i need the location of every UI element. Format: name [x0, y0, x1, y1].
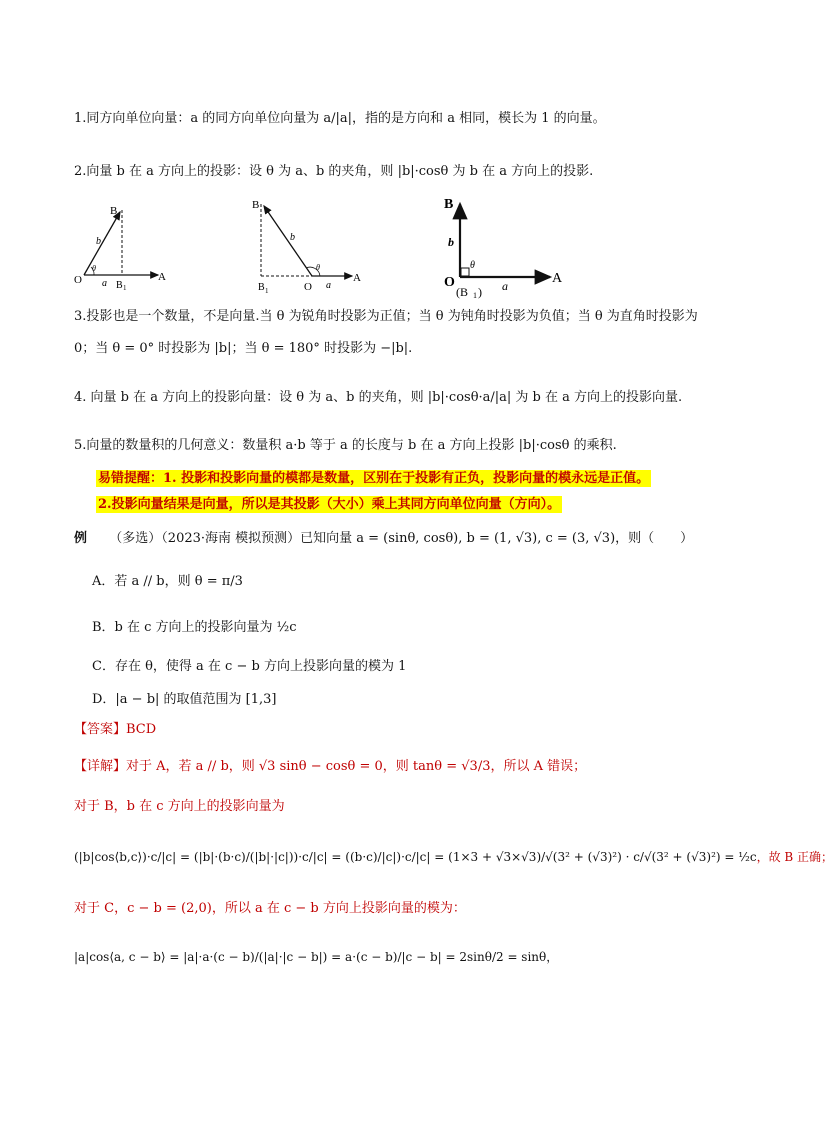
svg-text:1: 1	[123, 284, 127, 292]
fig2-label-B1: B	[258, 282, 265, 293]
detail-b-formula-text: (|b|cos⟨b,c⟩)·c/|c| = (|b|·(b·c)/(|b|·|c|))·c/|c| = ((b·c)/|c|)·c/|c| = (1×3 + √3×√3)/√(3² + (√3)²) · c/√(3² + (√3)²) = ½c	[74, 850, 757, 864]
warning-note-1	[96, 470, 651, 488]
fig2-label-O: O	[304, 281, 312, 293]
fig2-label-theta: θ	[316, 263, 320, 272]
option-d	[92, 688, 277, 707]
option-d-text: D．|a − b| 的取值范围为 [1,3]	[92, 692, 277, 707]
fig1-label-b: b	[96, 236, 101, 247]
fig3-label-O: O	[444, 275, 455, 290]
definition-projection-vector-text: 4. 向量 b 在 a 方向上的投影向量：设 θ 为 a、b 的夹角，则 |b|·cosθ·a/|a| 为 b 在 a 方向上的投影向量.	[74, 390, 683, 405]
detail-b-intro	[74, 798, 285, 816]
definition-projection-text: 2.向量 b 在 a 方向上的投影：设 θ 为 a、b 的夹角，则 |b|·cosθ 为 b 在 a 方向上的投影.	[74, 164, 594, 179]
definition-unit-vector	[74, 110, 606, 128]
detail-c-formula	[74, 948, 558, 966]
fig2-label-B: B	[252, 199, 260, 211]
detail-c-intro	[74, 900, 466, 918]
detail-c-intro-text: 对于 C，c − b = (2,0)，所以 a 在 c − b 方向上投影向量的模为：	[74, 901, 466, 916]
fig1-label-a: a	[102, 278, 107, 289]
fig1-label-O: O	[74, 274, 82, 286]
fig3-label-A: A	[552, 271, 563, 286]
example-text: （多选）（2023·海南 模拟预测）已知向量 a = (sinθ, cosθ), b = (1, √3), c = (3, √3)，则（ ）	[109, 531, 694, 546]
figure-acute-angle	[72, 200, 172, 292]
detail-tag: 【详解】	[74, 759, 127, 774]
fig3-label-theta: θ	[470, 260, 475, 271]
projection-special-cases-text: 0；当 θ = 0° 时投影为 |b|；当 θ = 180° 时投影为 −|b|.	[74, 341, 413, 356]
option-a-text: A．若 a // b，则 θ = π/3	[92, 574, 243, 589]
definition-unit-vector-text: 1.同方向单位向量：a 的同方向单位向量为 a/|a|，指的是方向和 a 相同，模长为 1 的向量。	[74, 111, 606, 126]
answer-value: BCD	[126, 722, 157, 737]
fig1-label-B1: B	[116, 280, 123, 291]
example-question	[74, 530, 693, 548]
projection-sign-rule	[74, 308, 698, 326]
detail-a	[74, 758, 586, 776]
fig2-label-A: A	[353, 272, 361, 284]
answer-tag: 【答案】	[74, 722, 127, 737]
dot-product-geometry	[74, 437, 617, 455]
warning-note-2	[96, 496, 562, 514]
detail-a-text: 对于 A，若 a // b，则 √3 sinθ − cosθ = 0，则 tanθ = √3/3，所以 A 错误；	[126, 759, 587, 774]
option-b	[92, 616, 297, 635]
svg-text:1: 1	[265, 287, 269, 295]
detail-c-formula-text: |a|cos⟨a, c − b⟩ = |a|·a·(c − b)/(|a|·|c − b|) = a·(c − b)/|c − b| = 2sinθ/2 = sinθ，	[74, 950, 559, 964]
figure-obtuse-angle	[252, 196, 372, 296]
fig2-label-b: b	[290, 232, 295, 243]
definition-projection-vector	[74, 389, 682, 407]
svg-text:1: 1	[473, 291, 477, 300]
option-a	[92, 570, 243, 589]
fig1-label-B: B	[110, 205, 118, 217]
fig3-label-b: b	[448, 235, 454, 249]
fig3-label-a: a	[502, 279, 508, 293]
detail-b-conclusion: ，故 B 正确；	[756, 850, 833, 864]
fig2-b-vector	[264, 206, 312, 276]
projection-special-cases	[74, 340, 412, 358]
definition-projection	[74, 163, 593, 181]
example-label: 例	[74, 531, 88, 546]
detail-b-formula	[74, 848, 833, 866]
fig3-label-B: B	[444, 197, 454, 212]
warning-note-2-text: 2.投影向量结果是向量，所以是其投影（大小）乘上其同方向单位向量（方向）。	[98, 497, 561, 512]
detail-b-intro-text: 对于 B，b 在 c 方向上的投影向量为	[74, 799, 285, 814]
projection-sign-rule-text: 3.投影也是一个数量，不是向量.当 θ 为锐角时投影为正值；当 θ 为钝角时投影为负值；当 θ 为直角时投影为	[74, 309, 698, 324]
fig1-label-theta: θ	[92, 264, 96, 273]
fig2-label-a: a	[326, 280, 331, 291]
svg-text:): )	[478, 285, 482, 299]
option-c-text: C．存在 θ，使得 a 在 c − b 方向上投影向量的模为 1	[92, 659, 407, 674]
option-c	[92, 655, 406, 674]
option-b-text: B．b 在 c 方向上的投影向量为 ½c	[92, 620, 297, 635]
fig1-b-vector	[84, 212, 120, 275]
figure-right-angle	[440, 192, 570, 302]
fig1-label-A: A	[158, 271, 166, 283]
fig3-label-B1: (B	[456, 285, 468, 299]
warning-note-1-text: 易错提醒：1. 投影和投影向量的模都是数量，区别在于投影有正负，投影向量的模永远是正值。	[98, 471, 650, 486]
dot-product-geometry-text: 5.向量的数量积的几何意义：数量积 a·b 等于 a 的长度与 b 在 a 方向上投影 |b|·cosθ 的乘积.	[74, 438, 617, 453]
answer	[74, 721, 156, 739]
